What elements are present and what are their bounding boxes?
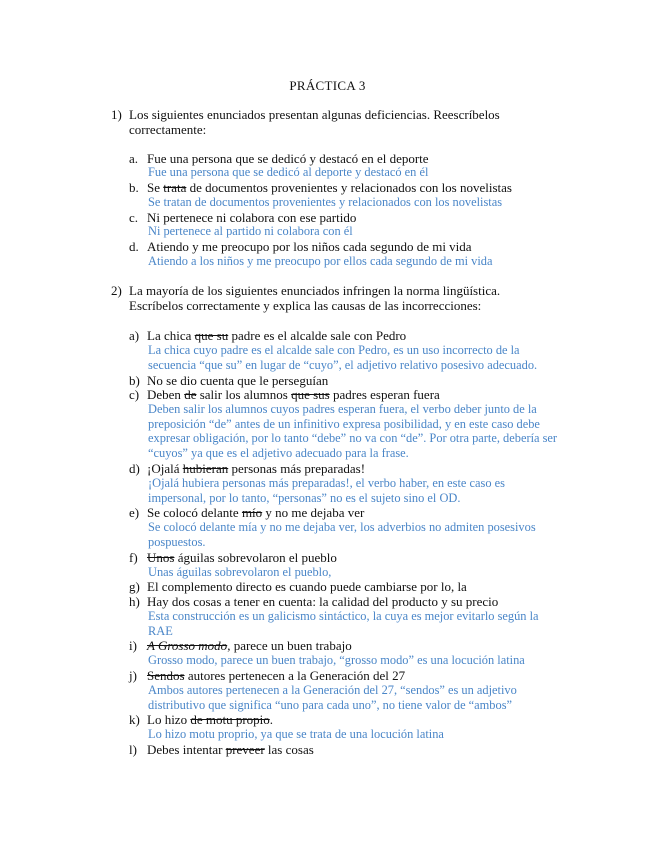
item-label: g) bbox=[129, 579, 140, 594]
item-label: d) bbox=[129, 461, 140, 476]
item-text: No se dio cuenta que le perseguían bbox=[147, 373, 329, 388]
text-fragment: Debes intentar bbox=[147, 742, 223, 757]
answer-text: La chica cuyo padre es el alcalde sale con Pedro, es un uso incorrecto de la secuencia “que su” en lugar de “cuyo”, el adjetivo relativo posesivo adecuado. bbox=[148, 343, 538, 372]
section-number: 1) bbox=[111, 107, 122, 122]
item-text: Fue una persona que se dedicó y destacó en el deporte bbox=[147, 151, 429, 166]
answer-text: Se colocó delante mía y no me dejaba ver, los adverbios no admiten posesivos pospuestos. bbox=[148, 520, 536, 549]
item-text bbox=[147, 505, 559, 520]
answer-text: Grosso modo, parece un buen trabajo, “grosso modo” es una locución latina bbox=[148, 653, 525, 667]
item-label: e) bbox=[129, 505, 140, 520]
section-number: 2) bbox=[111, 283, 122, 298]
answer-text: Atiendo a los niños y me preocupo por ellos cada segundo de mi vida bbox=[148, 254, 493, 268]
text-fragment: ¡Ojalá bbox=[147, 461, 180, 476]
text-fragment: Deben bbox=[147, 387, 181, 402]
section-instructions: Los siguientes enunciados presentan algunas deficiencias. Reescríbelos correctamente: bbox=[129, 107, 500, 137]
item-label: h) bbox=[129, 594, 140, 609]
item-text: Atiendo y me preocupo por los niños cada segundo de mi vida bbox=[147, 239, 472, 254]
struck-text: Unos bbox=[147, 550, 175, 565]
item-text bbox=[147, 180, 559, 195]
answer-text: ¡Ojalá hubiera personas más preparadas!, el verbo haber, en este caso es impersonal, por lo tanto, “personas” no es el sujeto sino el OD. bbox=[148, 476, 505, 505]
text-fragment: y no me dejaba ver bbox=[265, 505, 365, 520]
answer-text: Ambos autores pertenecen a la Generación del 27, “sendos” es un adjetivo distributivo que significa “uno para cada uno”, no tiene valor de “ambos” bbox=[148, 683, 517, 712]
struck-text: Sendos bbox=[147, 668, 185, 683]
item-label: b) bbox=[129, 373, 140, 388]
page-title: PRÁCTICA 3 bbox=[289, 78, 366, 93]
struck-text: de motu propio bbox=[190, 712, 270, 727]
item-label: j) bbox=[129, 668, 137, 683]
text-fragment: águilas sobrevolaron el pueblo bbox=[177, 550, 337, 565]
item-text bbox=[147, 638, 559, 653]
struck-text: preveer bbox=[225, 742, 265, 757]
item-label: b. bbox=[129, 180, 139, 195]
text-fragment: La chica bbox=[147, 328, 192, 343]
item-label: a) bbox=[129, 328, 140, 343]
text-fragment: . bbox=[269, 712, 274, 727]
answer-text: Fue una persona que se dedicó al deporte y destacó en él bbox=[148, 165, 429, 179]
item-text bbox=[147, 742, 559, 757]
item-text bbox=[147, 461, 559, 476]
item-label: d. bbox=[129, 239, 139, 254]
item-label: c) bbox=[129, 387, 140, 402]
item-text: El complemento directo es cuando puede cambiarse por lo, la bbox=[147, 579, 467, 594]
item-label: k) bbox=[129, 712, 140, 727]
text-fragment: padres esperan fuera bbox=[332, 387, 440, 402]
item-text bbox=[147, 387, 559, 402]
text-fragment: Se colocó delante bbox=[147, 505, 239, 520]
answer-text: Deben salir los alumnos cuyos padres esperan fuera, el verbo deber junto de la preposición “de” antes de un infinitivo expresa posibilidad, y en este caso debe expresar obligación, por lo tanto “debe” no va con “de”. Por otra parte, debería ser “cuyos” ya que es el adjetivo adecuado para la frase. bbox=[148, 402, 558, 460]
answer-text: Ni pertenece al partido ni colabora con él bbox=[148, 224, 353, 238]
struck-text: mío bbox=[241, 505, 263, 520]
item-label: i) bbox=[129, 638, 137, 653]
text-fragment: autores pertenecen a la Generación del 27 bbox=[187, 668, 406, 683]
item-label: l) bbox=[129, 742, 137, 757]
text-fragment: Se bbox=[147, 180, 160, 195]
struck-text: hubieran bbox=[182, 461, 229, 476]
item-label: f) bbox=[129, 550, 138, 565]
answer-text: Lo hizo motu proprio, ya que se trata de una locución latina bbox=[148, 727, 444, 741]
item-text bbox=[147, 712, 559, 727]
text-fragment: de documentos provenientes y relacionados con los novelistas bbox=[189, 180, 512, 195]
text-fragment: , parece un buen trabajo bbox=[227, 638, 352, 653]
section-instructions: La mayoría de los siguientes enunciados infringen la norma lingüística. Escríbelos correctamente y explica las causas de las incorrecciones: bbox=[129, 283, 501, 313]
struck-text: A Grosso modo bbox=[147, 638, 228, 653]
struck-text: trata bbox=[163, 180, 187, 195]
text-fragment: salir los alumnos bbox=[199, 387, 288, 402]
text-fragment: las cosas bbox=[267, 742, 314, 757]
item-text: Hay dos cosas a tener en cuenta: la calidad del producto y su precio bbox=[147, 594, 499, 609]
answer-text: Se tratan de documentos provenientes y relacionados con los novelistas bbox=[148, 195, 503, 209]
item-text bbox=[147, 550, 559, 565]
answer-text: Esta construcción es un galicismo sintáctico, la cuya es mejor evitarlo según la RAE bbox=[148, 609, 539, 638]
struck-text: que su bbox=[194, 328, 229, 343]
item-label: c. bbox=[129, 210, 139, 225]
struck-text: de bbox=[184, 387, 197, 402]
item-label: a. bbox=[129, 151, 139, 166]
struck-text: que sus bbox=[291, 387, 330, 402]
text-fragment: padre es el alcalde sale con Pedro bbox=[231, 328, 407, 343]
answer-text: Unas águilas sobrevolaron el pueblo, bbox=[148, 565, 332, 579]
text-fragment: personas más preparadas! bbox=[231, 461, 366, 476]
item-text: Ni pertenece ni colabora con ese partido bbox=[147, 210, 357, 225]
item-text bbox=[147, 328, 559, 343]
item-text bbox=[147, 668, 559, 683]
text-fragment: Lo hizo bbox=[147, 712, 188, 727]
